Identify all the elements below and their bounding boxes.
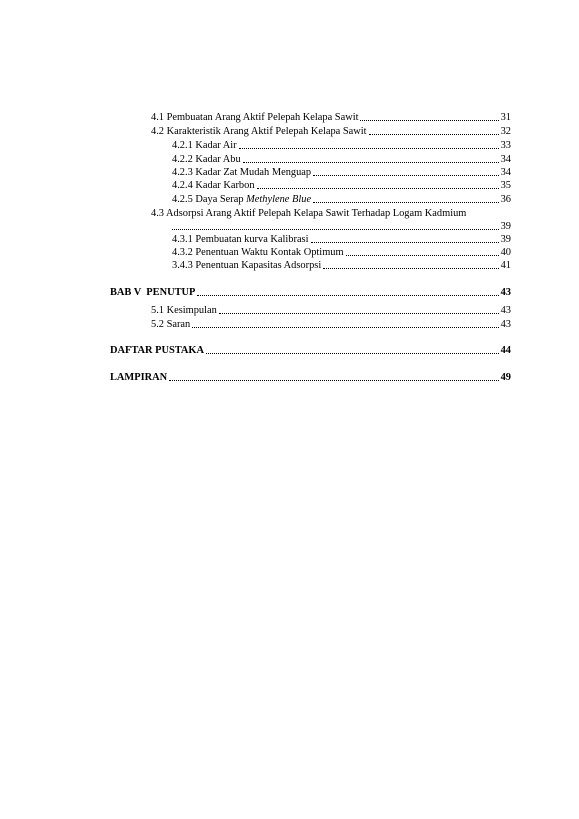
toc-entry-4-2-4[interactable]	[172, 179, 511, 192]
toc-page-number: 39	[500, 221, 511, 232]
toc-entry-4-2-5[interactable]	[172, 193, 511, 206]
toc-page-number: 43	[500, 287, 511, 298]
toc-dot-leader	[219, 304, 499, 314]
toc-entry-daftar-pustaka[interactable]	[110, 344, 511, 357]
toc-entry-label: 4.2 Karakteristik Arang Aktif Pelepah Kelapa Sawit	[151, 126, 367, 137]
toc-dot-leader	[206, 344, 499, 354]
toc-entry-label: 5.2 Saran	[151, 319, 191, 330]
toc-dot-leader	[169, 371, 498, 381]
toc-page-number: 43	[500, 305, 511, 316]
toc-entry-4-3-2[interactable]	[172, 246, 511, 259]
toc-page-number: 39	[500, 234, 511, 245]
toc-page-number: 49	[500, 372, 511, 383]
toc-entry-3-4-3[interactable]	[172, 259, 511, 272]
toc-page-number: 41	[500, 260, 511, 271]
toc-page-number: 34	[500, 154, 511, 165]
toc-dot-leader	[192, 318, 498, 328]
toc-entry-label: 4.3 Adsorpsi Arang Aktif Pelepah Kelapa Sawit Terhadap Logam Kadmium	[151, 208, 467, 219]
toc-dot-leader	[323, 259, 498, 269]
toc-page-number: 32	[500, 126, 511, 137]
toc-entry-4-3-continuation[interactable]	[172, 220, 511, 233]
toc-entry-label: 4.3.1 Pembuatan kurva Kalibrasi	[172, 234, 309, 245]
toc-entry-label: DAFTAR PUSTAKA	[110, 345, 204, 356]
toc-dot-leader	[369, 125, 499, 135]
toc-entry-label: 4.2.4 Kadar Karbon	[172, 180, 255, 191]
toc-entry-label: 4.3.2 Penentuan Waktu Kontak Optimum	[172, 247, 344, 258]
toc-page-number: 36	[500, 194, 511, 205]
toc-dot-leader	[360, 111, 498, 121]
toc-page-number: 44	[500, 345, 511, 356]
toc-entry-bab-v[interactable]	[110, 286, 511, 299]
toc-dot-leader	[243, 153, 499, 163]
toc-page-number: 34	[500, 167, 511, 178]
toc-entry-4-3-1[interactable]	[172, 233, 511, 246]
toc-dot-leader	[311, 233, 499, 243]
toc-entry-5-2[interactable]	[151, 318, 511, 331]
toc-entry-label: 3.4.3 Penentuan Kapasitas Adsorpsi	[172, 260, 322, 271]
toc-entry-lampiran[interactable]	[110, 371, 511, 384]
toc-entry-4-2[interactable]	[151, 125, 511, 138]
toc-page-number: 35	[500, 180, 511, 191]
toc-dot-leader	[172, 220, 499, 230]
toc-entry-label: 5.1 Kesimpulan	[151, 305, 217, 316]
toc-entry-label: BAB V PENUTUP	[110, 287, 196, 298]
toc-page-number: 33	[500, 140, 511, 151]
toc-page-number: 43	[500, 319, 511, 330]
toc-dot-leader	[346, 246, 499, 256]
toc-entry-4-3[interactable]	[151, 207, 466, 220]
toc-entry-5-1[interactable]	[151, 304, 511, 317]
toc-entry-4-2-2[interactable]	[172, 153, 511, 166]
toc-entry-label: 4.2.3 Kadar Zat Mudah Menguap	[172, 167, 312, 178]
toc-entry-label: 4.2.1 Kadar Air	[172, 140, 237, 151]
toc-entry-label: LAMPIRAN	[110, 372, 168, 383]
toc-dot-leader	[313, 166, 499, 176]
toc-dot-leader	[313, 193, 499, 203]
toc-entry-4-2-1[interactable]	[172, 139, 511, 152]
toc-dot-leader	[239, 139, 499, 149]
toc-entry-label: 4.1 Pembuatan Arang Aktif Pelepah Kelapa Sawit	[151, 112, 359, 123]
toc-dot-leader	[257, 179, 499, 189]
toc-dot-leader	[197, 286, 498, 296]
toc-page-number: 40	[500, 247, 511, 258]
toc-entry-4-1[interactable]	[151, 111, 511, 124]
toc-entry-label: 4.2.2 Kadar Abu	[172, 154, 241, 165]
toc-entry-label-prefix: 4.2.5 Daya Serap	[172, 194, 247, 205]
toc-page-number: 31	[500, 112, 511, 123]
toc-entry-4-2-3[interactable]	[172, 166, 511, 179]
toc-entry-label	[172, 193, 311, 206]
toc-entry-label-italic: Methylene Blue	[246, 194, 312, 205]
